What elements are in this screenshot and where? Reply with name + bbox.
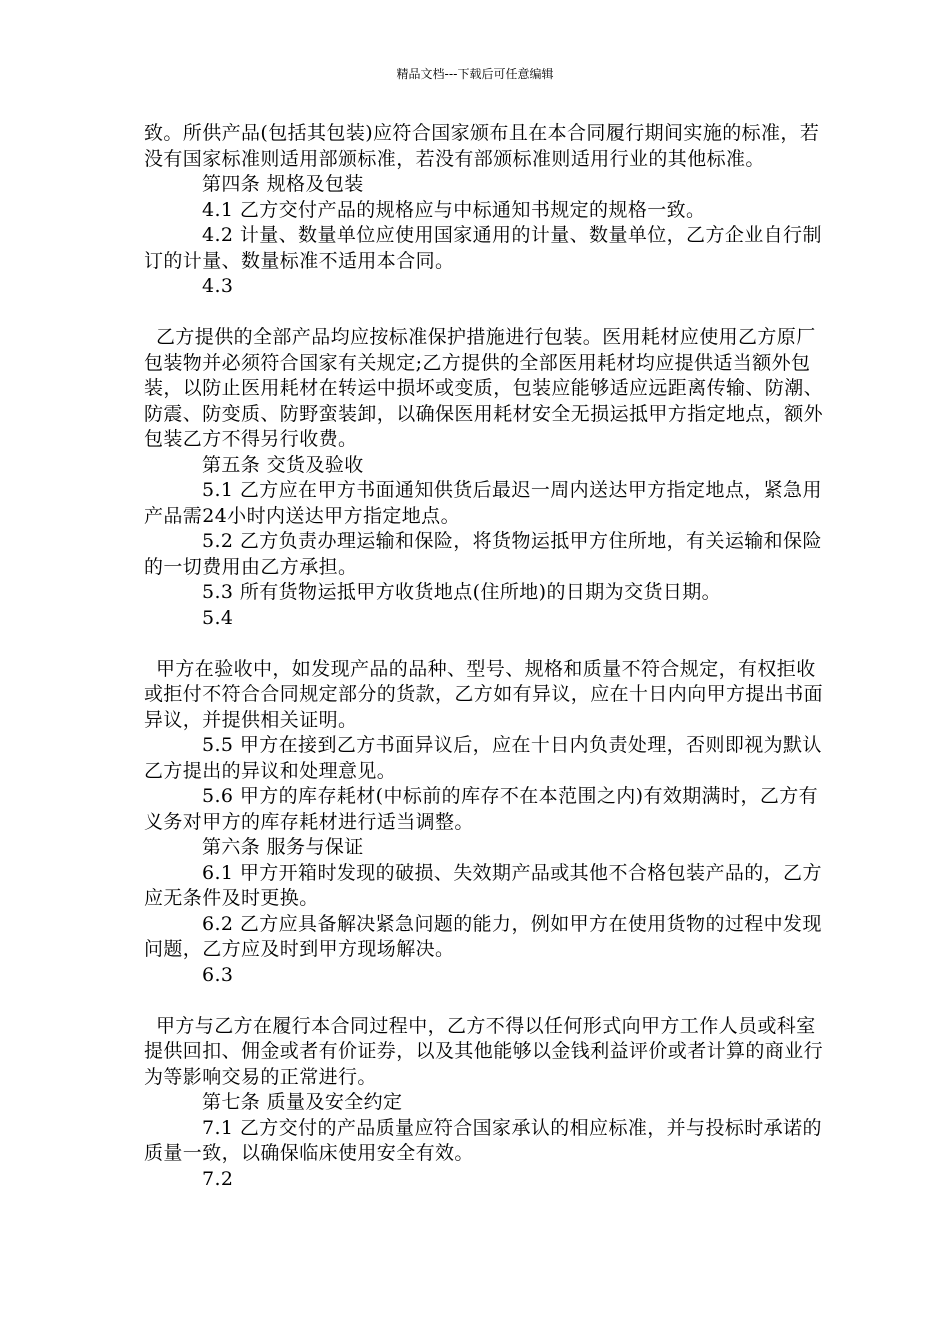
clause-5-2: 5.2 乙方负责办理运输和保险，将货物运抵甲方住所地，有关运输和保险的一切费用由乙方承担。 [144,530,822,578]
article-heading-4: 第四条 规格及包装 [202,173,364,195]
article-heading-6: 第六条 服务与保证 [202,836,364,858]
clause-4-2: 4.2 计量、数量单位应使用国家通用的计量、数量单位，乙方企业自行制订的计量、数量标准不适用本合同。 [144,224,822,272]
article-heading-7: 第七条 质量及安全约定 [202,1091,403,1113]
clause-5-3: 5.3 所有货物运抵甲方收货地点(住所地)的日期为交货日期。 [202,581,722,603]
clause-4-3-number: 4.3 [202,275,234,297]
clause-5-4-body: 甲方在验收中，如发现产品的品种、型号、规格和质量不符合规定，有权拒收或拒付不符合合同规定部分的货款，乙方如有异议，应在十日内向甲方提出书面异议，并提供相关证明。 [144,657,824,731]
clause-4-1: 4.1 乙方交付产品的规格应与中标通知书规定的规格一致。 [202,198,706,221]
paragraph-continuation: 致。所供产品(包括其包装)应符合国家颁布且在本合同履行期间实施的标准，若没有国家标准则适用部颁标准，若没有部颁标准则适用行业的其他标准。 [144,122,820,170]
clause-6-1: 6.1 甲方开箱时发现的破损、失效期产品或其他不合格包装产品的，乙方应无条件及时更换。 [144,861,822,909]
clause-6-2: 6.2 乙方应具备解决紧急问题的能力，例如甲方在使用货物的过程中发现问题，乙方应及时到甲方现场解决。 [144,912,822,960]
page-header: 精品文档---下载后可任意编辑 [396,67,554,81]
clause-5-5: 5.5 甲方在接到乙方书面异议后，应在十日内负责处理，否则即视为默认乙方提出的异议和处理意见。 [144,734,822,782]
clause-7-1: 7.1 乙方交付的产品质量应符合国家承认的相应标准，并与投标时承诺的质量一致，以确保临床使用安全有效。 [144,1116,822,1164]
clause-6-3-body: 甲方与乙方在履行本合同过程中，乙方不得以任何形式向甲方工作人员或科室提供回扣、佣金或者有价证券，以及其他能够以金钱利益评价或者计算的商业行为等影响交易的正常进行。 [144,1014,824,1088]
document-body [144,121,824,1192]
article-heading-5: 第五条 交货及验收 [202,453,364,476]
clause-4-3-body: 乙方提供的全部产品均应按标准保护措施进行包装。医用耗材应使用乙方原厂包装物并必须符合国家有关规定;乙方提供的全部医用耗材均应提供适当额外包装，以防止医用耗材在转运中损坏或变质，包装应能够适应远距离传输、防潮、防震、防变质、防野蛮装卸，以确保医用耗材安全无损运抵甲方指定地点，额外包装乙方不得另行收费。 [144,326,824,450]
clause-5-4-number: 5.4 [202,606,234,629]
clause-7-2-number: 7.2 [202,1167,234,1190]
clause-5-1: 5.1 乙方应在甲方书面通知供货后最迟一周内送达甲方指定地点，紧急用产品需24小时内送达甲方指定地点。 [144,479,822,527]
clause-6-3-number: 6.3 [202,963,234,986]
clause-5-6: 5.6 甲方的库存耗材(中标前的库存不在本范围之内)有效期满时，乙方有义务对甲方的库存耗材进行适当调整。 [144,785,819,833]
